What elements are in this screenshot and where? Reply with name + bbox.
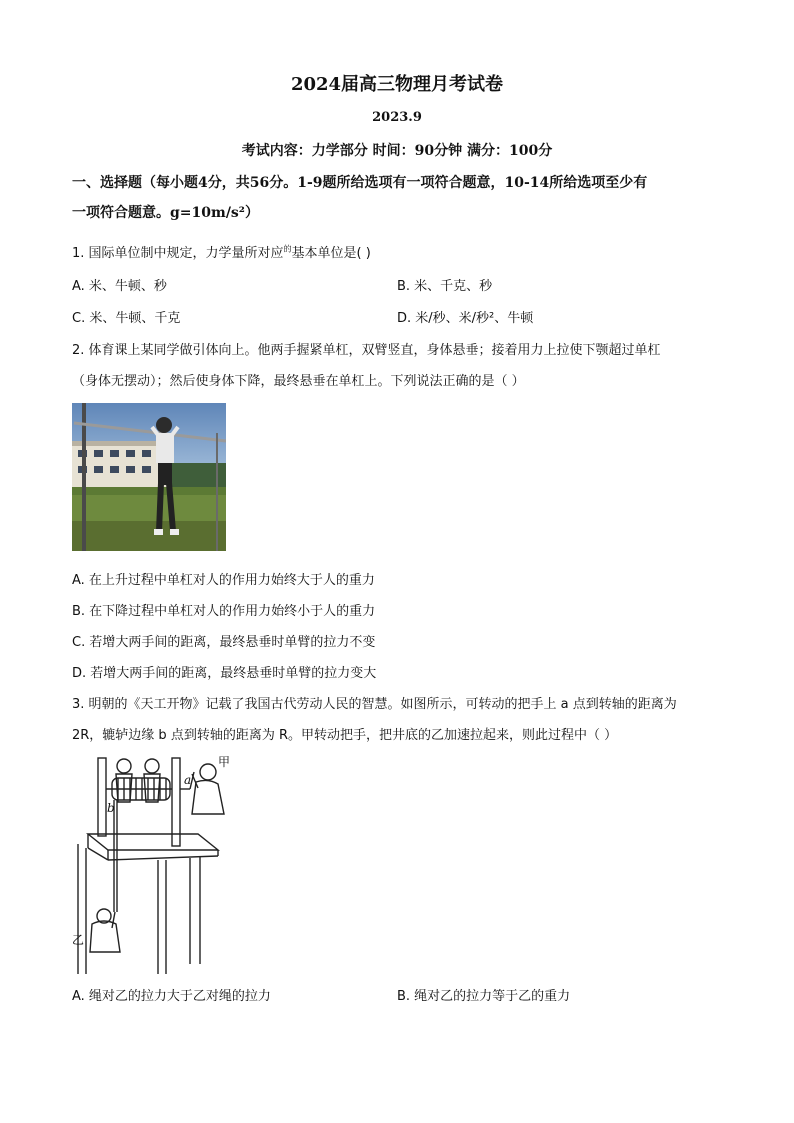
q2-option-c: C. 若增大两手间的距离，最终悬垂时单臂的拉力不变	[72, 635, 376, 650]
label-yi: 乙	[72, 933, 85, 947]
q1-option-c: C. 米、牛顿、千克	[72, 311, 181, 326]
q3-option-a: A. 绳对乙的拉力大于乙对绳的拉力	[72, 989, 271, 1004]
question-1-stem-sup: 的	[283, 244, 292, 254]
label-a: a	[184, 773, 192, 787]
q2-option-a: A. 在上升过程中单杠对人的作用力始终大于人的重力	[72, 573, 375, 588]
question-1-stem-a: 1. 国际单位制中规定，力学量所对应	[72, 246, 284, 261]
question-3-line2: 2R，辘轳边缘 b 点到转轴的距离为 R。甲转动把手，把井底的乙加速拉起来，则此过程中（ ）	[72, 728, 618, 743]
windlass-figure	[68, 752, 238, 974]
question-1-stem	[72, 242, 371, 261]
pullup-photo	[72, 403, 226, 551]
question-1-stem-b: 基本单位是( )	[291, 246, 371, 261]
q2-option-d: D. 若增大两手间的距离，最终悬垂时单臂的拉力变大	[72, 666, 377, 681]
label-b: b	[107, 801, 115, 815]
question-2-line2: （身体无摆动）；然后使身体下降，最终悬垂在单杠上。下列说法正确的是（ ）	[72, 374, 525, 389]
q3-option-b: B. 绳对乙的拉力等于乙的重力	[397, 989, 571, 1004]
q1-option-b: B. 米、千克、秒	[397, 279, 493, 294]
q1-option-d: D. 米/秒、米/秒²、牛顿	[397, 311, 534, 326]
exam-date: 2023.9	[372, 110, 422, 125]
section-heading-line2: 一项符合题意。g=10m/s²）	[72, 205, 259, 221]
label-jia: 甲	[218, 755, 231, 769]
q2-option-b: B. 在下降过程中单杠对人的作用力始终小于人的重力	[72, 604, 376, 619]
question-2-line1: 2. 体育课上某同学做引体向上。他两手握紧单杠，双臂竖直，身体悬垂；接着用力上拉使下颚超过单杠	[72, 343, 661, 358]
question-3-line1: 3. 明朝的《天工开物》记载了我国古代劳动人民的智慧。如图所示，可转动的把手上 a 点到转轴的距离为	[72, 697, 677, 712]
section-heading-line1: 一、选择题（每小题4分，共56分。1-9题所给选项有一项符合题意，10-14所给选项至少有	[72, 175, 648, 191]
exam-title: 2024届高三物理月考试卷	[290, 74, 504, 95]
exam-info: 考试内容：力学部分 时间：90分钟 满分：100分	[241, 143, 553, 159]
q1-option-a: A. 米、牛顿、秒	[72, 279, 167, 294]
